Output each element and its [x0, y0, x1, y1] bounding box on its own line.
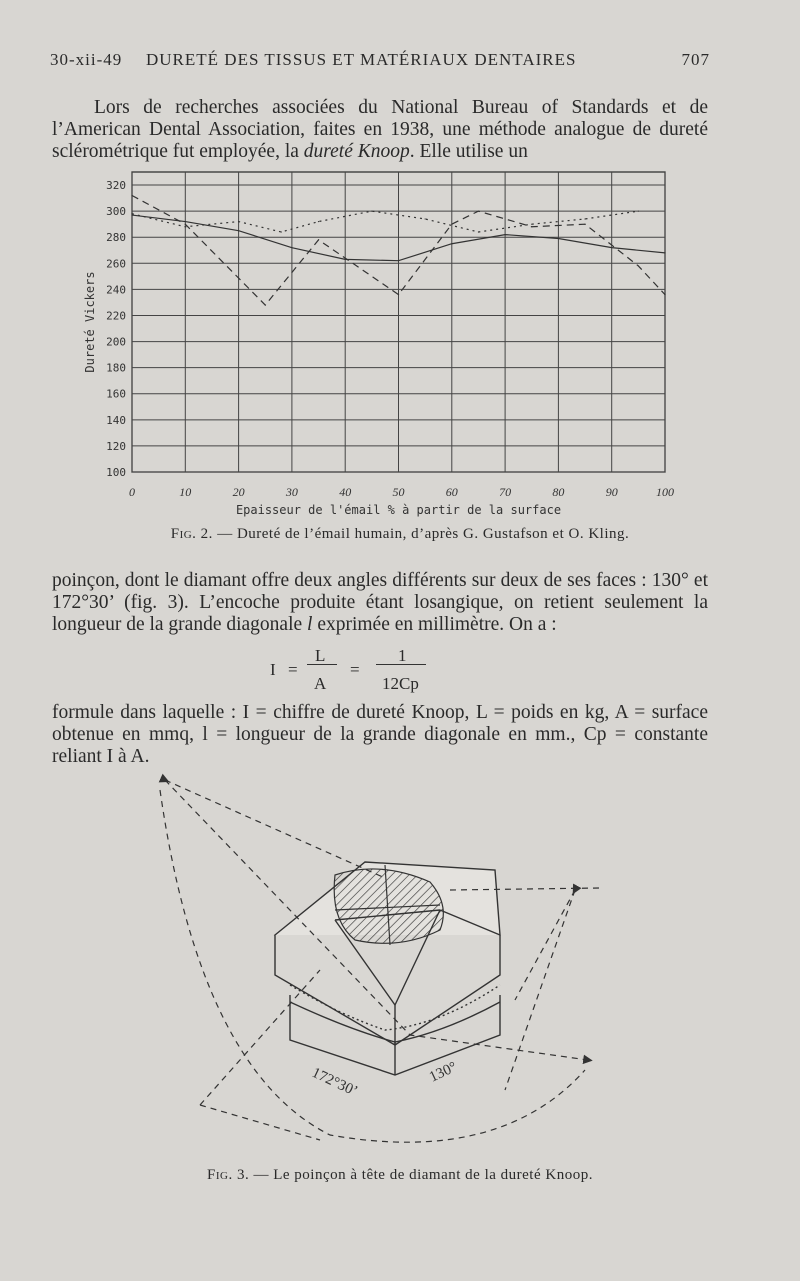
y-tick-label: 160 — [106, 387, 126, 401]
data-point — [558, 238, 559, 239]
running-header — [50, 50, 710, 80]
paragraph-1-text-b: . Elle utilise un — [409, 141, 528, 162]
x-axis-label: Epaisseur de l'émail % à partir de la surface — [235, 503, 562, 517]
data-point — [371, 211, 372, 212]
x-tick-label: 50 — [392, 485, 405, 499]
data-point — [398, 260, 399, 261]
paragraph-2-text-b: exprimée en millimètre. On a : — [312, 614, 557, 635]
figure-2-caption-text: — Dureté de l’émail humain, d’après G. Gustafson et O. Kling. — [212, 526, 630, 542]
formula-numerator-1: L — [315, 646, 326, 665]
x-tick-label: 100 — [656, 485, 674, 499]
figure-2-chart — [80, 160, 700, 522]
data-point — [185, 221, 186, 222]
figure-2-caption — [0, 526, 800, 543]
data-point — [531, 224, 532, 225]
x-tick-label: 10 — [179, 485, 192, 499]
x-tick-label: 70 — [499, 485, 512, 499]
paragraph-1-italic: dureté Knoop — [303, 141, 410, 162]
data-point — [281, 231, 282, 232]
paragraph-2 — [52, 570, 708, 636]
figure-2-caption-label: Fig. 2. — [170, 526, 213, 542]
page-number: 707 — [681, 50, 710, 69]
data-point — [451, 224, 452, 225]
data-point — [584, 224, 585, 225]
header-title: DURETÉ DES TISSUS ET MATÉRIAUX DENTAIRES — [146, 50, 577, 69]
paragraph-2-italic: l — [307, 614, 313, 635]
formula-fraction-bar-1 — [307, 664, 337, 665]
paragraph-2-text-a: poinçon, dont le diamant offre deux angles différents sur deux de ses faces : 130° et 172°30’ (fig. 3). L’encoche produite étant losangique, on retient seulement la longueur de la grande diagonale — [52, 570, 708, 635]
formula-denominator-2: 12Cp — [382, 674, 419, 693]
data-point — [318, 239, 319, 240]
data-point — [131, 214, 132, 215]
data-point — [478, 211, 479, 212]
figure-3-caption-text: — Le poinçon à tête de diamant de la dureté Knoop. — [249, 1167, 593, 1183]
x-tick-label: 80 — [552, 485, 565, 499]
data-point — [398, 294, 399, 295]
data-point — [451, 243, 452, 244]
data-point — [185, 226, 186, 227]
y-tick-label: 300 — [106, 205, 126, 219]
knoop-formula — [270, 640, 440, 700]
data-point — [531, 226, 532, 227]
paragraph-3: formule dans laquelle : I = chiffre de dureté Knoop, L = poids en kg, A = surface obtenue en mmq, l = longueur de la grande diagonale en mm., Cp = constante reliant I à A. — [52, 702, 708, 767]
y-tick-label: 120 — [106, 439, 126, 453]
y-tick-label: 320 — [106, 179, 126, 193]
x-tick-label: 20 — [232, 485, 245, 499]
hardness-chart — [80, 160, 700, 522]
data-point — [185, 224, 186, 225]
x-tick-label: 40 — [339, 485, 352, 499]
data-point — [611, 247, 612, 248]
y-tick-label: 220 — [106, 309, 126, 323]
header-date: 30-xii-49 — [50, 50, 123, 69]
data-point — [318, 221, 319, 222]
angle-130-label: 130° — [426, 1059, 460, 1086]
data-point — [584, 218, 585, 219]
data-point — [238, 230, 239, 231]
data-point — [638, 265, 639, 266]
y-tick-label: 280 — [106, 231, 126, 245]
formula-denominator-1: A — [314, 674, 327, 693]
data-point — [638, 211, 639, 212]
x-tick-label: 90 — [605, 485, 618, 499]
y-tick-label: 100 — [106, 466, 126, 479]
formula-fraction-bar-2 — [376, 664, 426, 665]
data-point — [291, 247, 292, 248]
formula-numerator-2: 1 — [398, 646, 407, 665]
data-point — [238, 221, 239, 222]
x-tick-label: 60 — [445, 485, 458, 499]
data-point — [505, 234, 506, 235]
figure-3-caption — [0, 1167, 800, 1184]
series-line-dotted — [132, 211, 638, 232]
indenter-drawing — [140, 770, 620, 1160]
data-point — [131, 213, 132, 214]
formula-equals-1: = — [288, 660, 298, 679]
x-tick-label: 0 — [129, 485, 135, 499]
x-tick-label: 30 — [285, 485, 298, 499]
data-point — [664, 294, 665, 295]
figure-3-knoop-indenter — [140, 770, 620, 1160]
formula-equals-2: = — [350, 660, 360, 679]
y-tick-label: 260 — [106, 257, 126, 271]
angle-172-label: 172°30’ — [309, 1064, 360, 1100]
data-point — [265, 304, 266, 305]
paragraph-1-text-a: Lors de recherches associées du National Bureau of Standards et de l’American Dental Association, faites en 1938, une méthode analogue de dureté sclérométrique fut employée, la — [52, 97, 708, 162]
data-point — [664, 252, 665, 253]
y-tick-label: 200 — [106, 335, 126, 349]
y-axis-label: Dureté Vickers — [83, 271, 97, 373]
data-point — [478, 231, 479, 232]
data-point — [131, 195, 132, 196]
formula-lhs: I — [270, 660, 276, 679]
data-point — [425, 218, 426, 219]
paragraph-1 — [52, 97, 708, 163]
figure-3-caption-label: Fig. 3. — [207, 1167, 250, 1183]
y-tick-label: 240 — [106, 283, 126, 297]
y-tick-label: 140 — [106, 413, 126, 427]
y-tick-label: 180 — [106, 361, 126, 375]
